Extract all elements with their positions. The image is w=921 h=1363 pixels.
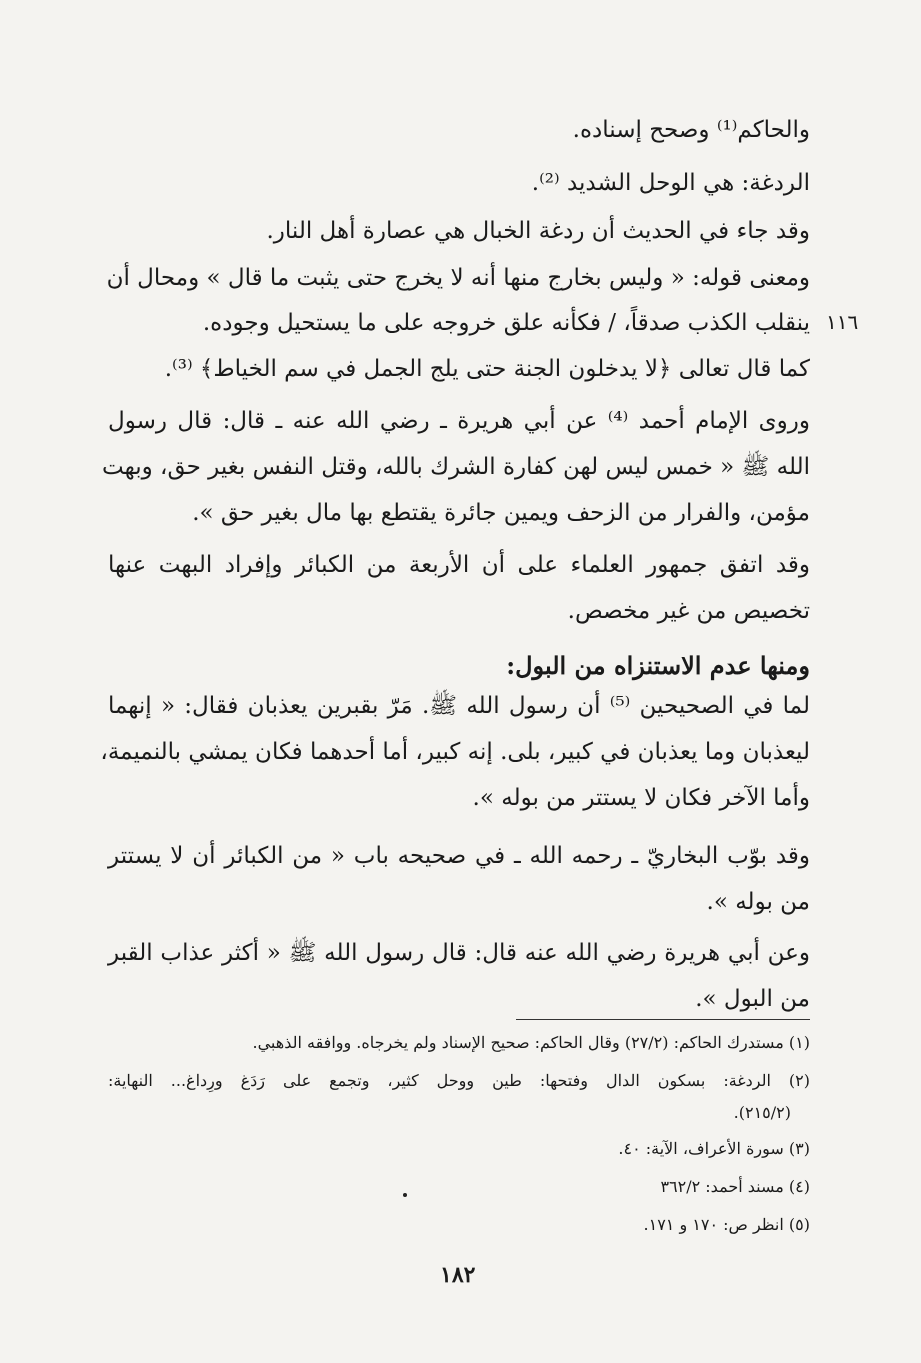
text-line: من بوله ». <box>706 889 810 915</box>
page-number: ١٨٢ <box>440 1262 476 1288</box>
ink-speck <box>403 1193 407 1197</box>
text-line: كما قال تعالى ﴿لا يدخلون الجنة حتى يلج الجمل في سم الخياط﴾ ⁽³⁾. <box>164 356 810 382</box>
footnote: (٤) مسند أحمد: ٣٦٢/٢ <box>660 1177 810 1196</box>
text-line: الله ﷺ « خمس ليس لهن كفارة الشرك بالله، وقتل النفس بغير حق، وبهت <box>102 454 810 480</box>
footnote: (١) مستدرك الحاكم: (٢٧/٢) وقال الحاكم: صحيح الإسناد ولم يخرجاه. ووافقه الذهبي. <box>252 1033 810 1052</box>
text-line: ليعذبان وما يعذبان في كبير، بلى. إنه كبير، أما أحدهما فكان يمشي بالنميمة، <box>100 739 810 765</box>
text-line: وقد جاء في الحديث أن ردغة الخبال هي عصارة أهل النار. <box>266 218 810 244</box>
text-line: لما في الصحيحين ⁽⁵⁾ أن رسول الله ﷺ. مَرّ بقبرين يعذبان فقال: « إنهما <box>108 693 810 719</box>
section-heading: ومنها عدم الاستنزاه من البول: <box>506 651 810 680</box>
footnote-continuation: (٢١٥/٢). <box>733 1103 791 1122</box>
text-line: ينقلب الكذب صدقاً، / فكأنه علق خروجه على ما يستحيل وجوده. <box>202 310 810 336</box>
footnote: (٥) انظر ص: ١٧٠ و ١٧١. <box>643 1215 810 1234</box>
text-line: من البول ». <box>695 986 810 1012</box>
text-line: وقد بوّب البخاريّ ـ رحمه الله ـ في صحيحه باب « من الكبائر أن لا يستتر <box>108 843 810 869</box>
text-line: وعن أبي هريرة رضي الله عنه قال: قال رسول الله ﷺ « أكثر عذاب القبر <box>108 940 810 966</box>
text-line: ومعنى قوله: « وليس بخارج منها أنه لا يخرج حتى يثبت ما قال » ومحال أن <box>106 265 810 291</box>
text-line: مؤمن، والفرار من الزحف ويمين جائرة يقتطع بها مال بغير حق ». <box>192 500 810 526</box>
margin-page-reference: ١١٦ <box>826 310 859 334</box>
text-line: تخصيص من غير مخصص. <box>567 598 810 624</box>
footnote: (٢) الردغة: بسكون الدال وفتحها: طين ووحل كثير، وتجمع على رَدَغ ورِداغ... النهاية: <box>108 1071 810 1090</box>
text-line: الردغة: هي الوحل الشديد ⁽²⁾. <box>531 170 810 196</box>
footnote: (٣) سورة الأعراف، الآية: ٤٠. <box>618 1139 810 1158</box>
main-text <box>100 0 810 1012</box>
text-line: وروى الإمام أحمد ⁽⁴⁾ عن أبي هريرة ـ رضي الله عنه ـ قال: قال رسول <box>108 408 810 434</box>
text-line: والحاكم⁽¹⁾ وصحح إسناده. <box>572 117 810 143</box>
text-line: وقد اتفق جمهور العلماء على أن الأربعة من الكبائر وإفراد البهت عنها <box>108 552 810 578</box>
footnote-separator <box>516 1019 810 1020</box>
text-line: وأما الآخر فكان لا يستتر من بوله ». <box>472 785 810 811</box>
